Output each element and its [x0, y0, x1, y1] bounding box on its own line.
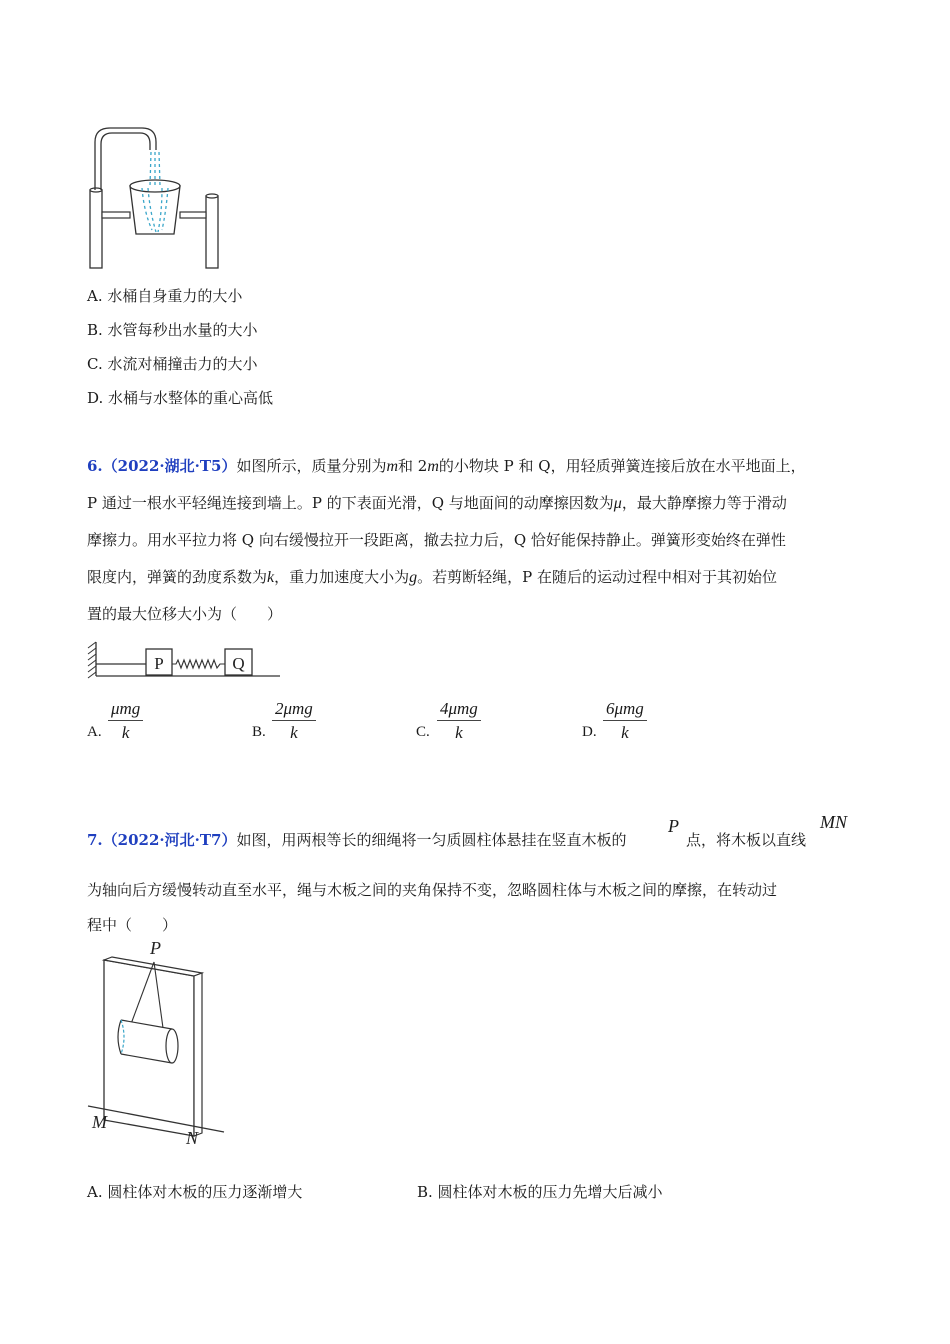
q6-option-d-label: D. — [582, 724, 597, 740]
q6-option-b-label: B. — [252, 724, 266, 740]
q6-option-c-label: C. — [416, 724, 430, 740]
var-mn: MN — [820, 812, 847, 832]
q5-option-c: C. 水流对桶撞击力的大小 — [87, 355, 258, 373]
q6-option-d-fraction: 6μmg k — [603, 698, 647, 745]
q7-line-3: 程中（ ） — [87, 916, 178, 934]
fig-label-p: P — [150, 940, 161, 958]
q6-option-b-fraction: 2μmg k — [272, 698, 316, 745]
q6-line-2: P 通过一根水平轻绳连接到墙上。P 的下表面光滑，Q 与地面间的动摩擦因数为μ，最大静摩擦力等于滑动 — [87, 494, 787, 512]
q6-option-c-fraction: 4μmg k — [437, 698, 481, 745]
var-p: P — [668, 816, 679, 836]
var-k: k — [267, 569, 275, 586]
q7-line-1-tail: 点，将木板以直线 — [686, 831, 807, 849]
board-cylinder-figure — [84, 940, 234, 1152]
block-q-label: Q — [232, 654, 245, 673]
fig-label-n: N — [186, 1128, 199, 1148]
q6-line-1: 6.（2022·湖北·T5）如图所示，质量分别为m和 2m的小物块 P 和 Q，用轻质弹簧连接后放在水平地面上， — [87, 457, 806, 475]
q5-option-b: B. 水管每秒出水量的大小 — [87, 321, 258, 339]
block-p-label: P — [154, 654, 164, 673]
q7-line-1: 7.（2022·河北·T7）如图，用两根等长的细绳将一匀质圆柱体悬挂在竖直木板的 — [87, 831, 627, 849]
spring-blocks-figure — [84, 640, 284, 682]
q6-option-a-label: A. — [87, 724, 102, 740]
var-g: g — [409, 569, 418, 586]
q7-option-b: B. 圆柱体对木板的压力先增大后减小 — [417, 1183, 663, 1201]
q6-line-3: 摩擦力。用水平拉力将 Q 向右缓慢拉开一段距离，撤去拉力后，Q 恰好能保持静止。弹簧形变始终在弹性 — [87, 531, 786, 549]
q6-line-5: 置的最大位移大小为（ ） — [87, 605, 283, 623]
q6-line-4: 限度内，弹簧的劲度系数为k，重力加速度大小为g。若剪断轻绳，P 在随后的运动过程中相对于其初始位 — [87, 568, 778, 586]
q6-header: 6.（2022·湖北·T5） — [87, 457, 237, 475]
bucket-faucet-figure — [80, 120, 240, 270]
var-m: m — [386, 458, 399, 475]
q7-line-2: 为轴向后方缓慢转动直至水平，绳与木板之间的夹角保持不变，忽略圆柱体与木板之间的摩擦，在转动过 — [87, 881, 778, 899]
q5-option-a: A. 水桶自身重力的大小 — [87, 287, 243, 305]
q7-option-a: A. 圆柱体对木板的压力逐渐增大 — [87, 1183, 303, 1201]
fig-label-m: M — [92, 1112, 107, 1132]
q7-header: 7.（2022·河北·T7） — [87, 831, 237, 849]
q5-option-d: D. 水桶与水整体的重心高低 — [87, 389, 274, 407]
q6-option-a-fraction: μmg k — [108, 698, 143, 745]
var-mu: μ — [613, 495, 622, 512]
var-m: m — [427, 458, 439, 475]
